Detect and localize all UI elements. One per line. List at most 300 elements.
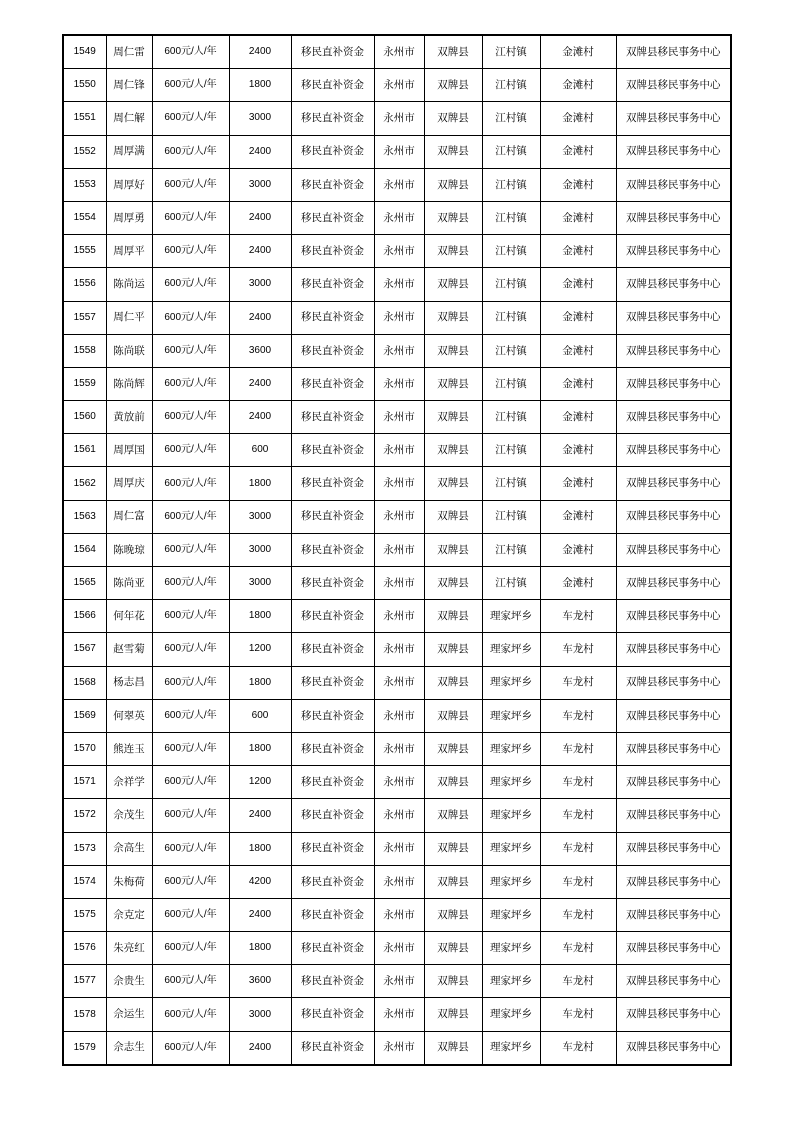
village-cell: 车龙村 [540,965,616,998]
table-row [63,998,731,1031]
village-cell: 车龙村 [540,898,616,931]
city-cell: 永州市 [374,600,424,633]
amount-cell: 3000 [229,567,291,600]
amount-cell: 2400 [229,235,291,268]
name-cell: 陈尚亚 [106,567,152,600]
name-cell: 佘高生 [106,832,152,865]
agency-cell: 双牌县移民事务中心 [616,367,731,400]
row-number-cell: 1559 [63,367,106,400]
village-cell: 车龙村 [540,766,616,799]
amount-cell: 1800 [229,600,291,633]
agency-cell: 双牌县移民事务中心 [616,766,731,799]
row-number-cell: 1562 [63,467,106,500]
standard-cell: 600元/人/年 [152,533,229,566]
county-cell: 双牌县 [424,732,482,765]
county-cell: 双牌县 [424,69,482,102]
name-cell: 佘贵生 [106,965,152,998]
fund-type-cell: 移民直补资金 [291,567,374,600]
city-cell: 永州市 [374,699,424,732]
standard-cell: 600元/人/年 [152,334,229,367]
row-number-cell: 1555 [63,235,106,268]
agency-cell: 双牌县移民事务中心 [616,268,731,301]
standard-cell: 600元/人/年 [152,699,229,732]
standard-cell: 600元/人/年 [152,932,229,965]
standard-cell: 600元/人/年 [152,235,229,268]
amount-cell: 4200 [229,865,291,898]
city-cell: 永州市 [374,732,424,765]
fund-type-cell: 移民直补资金 [291,865,374,898]
agency-cell: 双牌县移民事务中心 [616,168,731,201]
town-cell: 理家坪乡 [482,998,540,1031]
row-number-cell: 1549 [63,35,106,69]
name-cell: 周仁雷 [106,35,152,69]
fund-type-cell: 移民直补资金 [291,965,374,998]
town-cell: 江村镇 [482,533,540,566]
amount-cell: 1200 [229,766,291,799]
agency-cell: 双牌县移民事务中心 [616,998,731,1031]
city-cell: 永州市 [374,467,424,500]
row-number-cell: 1579 [63,1031,106,1065]
county-cell: 双牌县 [424,998,482,1031]
standard-cell: 600元/人/年 [152,998,229,1031]
fund-type-cell: 移民直补资金 [291,699,374,732]
amount-cell: 2400 [229,367,291,400]
name-cell: 陈晚琼 [106,533,152,566]
agency-cell: 双牌县移民事务中心 [616,201,731,234]
town-cell: 江村镇 [482,500,540,533]
table-row [63,401,731,434]
town-cell: 江村镇 [482,268,540,301]
name-cell: 佘祥学 [106,766,152,799]
village-cell: 金滩村 [540,434,616,467]
row-number-cell: 1563 [63,500,106,533]
city-cell: 永州市 [374,35,424,69]
fund-type-cell: 移民直补资金 [291,766,374,799]
table-row [63,1031,731,1065]
village-cell: 金滩村 [540,135,616,168]
row-number-cell: 1564 [63,533,106,566]
city-cell: 永州市 [374,666,424,699]
village-cell: 金滩村 [540,168,616,201]
county-cell: 双牌县 [424,301,482,334]
town-cell: 理家坪乡 [482,832,540,865]
name-cell: 周厚庆 [106,467,152,500]
table-row [63,865,731,898]
amount-cell: 3000 [229,998,291,1031]
table-row [63,699,731,732]
amount-cell: 1800 [229,832,291,865]
fund-type-cell: 移民直补资金 [291,135,374,168]
agency-cell: 双牌县移民事务中心 [616,235,731,268]
county-cell: 双牌县 [424,201,482,234]
village-cell: 金滩村 [540,367,616,400]
table-row [63,301,731,334]
row-number-cell: 1578 [63,998,106,1031]
amount-cell: 3000 [229,102,291,135]
standard-cell: 600元/人/年 [152,567,229,600]
village-cell: 金滩村 [540,567,616,600]
standard-cell: 600元/人/年 [152,401,229,434]
row-number-cell: 1567 [63,633,106,666]
village-cell: 车龙村 [540,799,616,832]
standard-cell: 600元/人/年 [152,35,229,69]
agency-cell: 双牌县移民事务中心 [616,799,731,832]
town-cell: 江村镇 [482,301,540,334]
name-cell: 周仁解 [106,102,152,135]
amount-cell: 600 [229,699,291,732]
agency-cell: 双牌县移民事务中心 [616,102,731,135]
fund-type-cell: 移民直补资金 [291,500,374,533]
row-number-cell: 1577 [63,965,106,998]
amount-cell: 2400 [229,35,291,69]
city-cell: 永州市 [374,799,424,832]
fund-type-cell: 移民直补资金 [291,666,374,699]
row-number-cell: 1553 [63,168,106,201]
town-cell: 理家坪乡 [482,766,540,799]
name-cell: 佘运生 [106,998,152,1031]
fund-type-cell: 移民直补资金 [291,69,374,102]
agency-cell: 双牌县移民事务中心 [616,401,731,434]
name-cell: 佘志生 [106,1031,152,1065]
amount-cell: 2400 [229,135,291,168]
amount-cell: 3600 [229,965,291,998]
table-row [63,732,731,765]
city-cell: 永州市 [374,766,424,799]
agency-cell: 双牌县移民事务中心 [616,832,731,865]
county-cell: 双牌县 [424,367,482,400]
agency-cell: 双牌县移民事务中心 [616,699,731,732]
name-cell: 杨志昌 [106,666,152,699]
standard-cell: 600元/人/年 [152,201,229,234]
fund-type-cell: 移民直补资金 [291,367,374,400]
standard-cell: 600元/人/年 [152,301,229,334]
amount-cell: 2400 [229,201,291,234]
amount-cell: 1800 [229,467,291,500]
town-cell: 江村镇 [482,235,540,268]
table-row [63,567,731,600]
row-number-cell: 1570 [63,732,106,765]
fund-type-cell: 移民直补资金 [291,932,374,965]
county-cell: 双牌县 [424,168,482,201]
county-cell: 双牌县 [424,533,482,566]
town-cell: 江村镇 [482,434,540,467]
amount-cell: 2400 [229,401,291,434]
town-cell: 江村镇 [482,168,540,201]
row-number-cell: 1565 [63,567,106,600]
town-cell: 江村镇 [482,401,540,434]
name-cell: 周厚国 [106,434,152,467]
standard-cell: 600元/人/年 [152,367,229,400]
standard-cell: 600元/人/年 [152,600,229,633]
fund-type-cell: 移民直补资金 [291,600,374,633]
county-cell: 双牌县 [424,567,482,600]
village-cell: 车龙村 [540,732,616,765]
agency-cell: 双牌县移民事务中心 [616,135,731,168]
county-cell: 双牌县 [424,699,482,732]
table-row [63,666,731,699]
village-cell: 金滩村 [540,401,616,434]
village-cell: 车龙村 [540,600,616,633]
city-cell: 永州市 [374,865,424,898]
county-cell: 双牌县 [424,401,482,434]
amount-cell: 1800 [229,69,291,102]
city-cell: 永州市 [374,1031,424,1065]
table-row [63,633,731,666]
name-cell: 朱梅荷 [106,865,152,898]
row-number-cell: 1552 [63,135,106,168]
table-row [63,898,731,931]
standard-cell: 600元/人/年 [152,434,229,467]
town-cell: 理家坪乡 [482,732,540,765]
fund-type-cell: 移民直补资金 [291,168,374,201]
county-cell: 双牌县 [424,932,482,965]
county-cell: 双牌县 [424,666,482,699]
agency-cell: 双牌县移民事务中心 [616,500,731,533]
fund-type-cell: 移民直补资金 [291,533,374,566]
town-cell: 江村镇 [482,567,540,600]
standard-cell: 600元/人/年 [152,135,229,168]
town-cell: 理家坪乡 [482,633,540,666]
row-number-cell: 1554 [63,201,106,234]
city-cell: 永州市 [374,965,424,998]
city-cell: 永州市 [374,201,424,234]
town-cell: 江村镇 [482,467,540,500]
table-row [63,69,731,102]
city-cell: 永州市 [374,334,424,367]
town-cell: 江村镇 [482,367,540,400]
county-cell: 双牌县 [424,467,482,500]
fund-type-cell: 移民直补资金 [291,898,374,931]
standard-cell: 600元/人/年 [152,865,229,898]
village-cell: 车龙村 [540,633,616,666]
village-cell: 金滩村 [540,201,616,234]
table-row [63,201,731,234]
name-cell: 周仁平 [106,301,152,334]
standard-cell: 600元/人/年 [152,799,229,832]
agency-cell: 双牌县移民事务中心 [616,301,731,334]
table-row [63,135,731,168]
agency-cell: 双牌县移民事务中心 [616,600,731,633]
agency-cell: 双牌县移民事务中心 [616,434,731,467]
name-cell: 陈尚运 [106,268,152,301]
agency-cell: 双牌县移民事务中心 [616,334,731,367]
village-cell: 金滩村 [540,268,616,301]
table-row [63,168,731,201]
town-cell: 理家坪乡 [482,865,540,898]
county-cell: 双牌县 [424,235,482,268]
name-cell: 何翠英 [106,699,152,732]
amount-cell: 2400 [229,799,291,832]
village-cell: 金滩村 [540,69,616,102]
table-row [63,102,731,135]
standard-cell: 600元/人/年 [152,766,229,799]
row-number-cell: 1568 [63,666,106,699]
city-cell: 永州市 [374,998,424,1031]
town-cell: 理家坪乡 [482,932,540,965]
city-cell: 永州市 [374,832,424,865]
county-cell: 双牌县 [424,35,482,69]
row-number-cell: 1569 [63,699,106,732]
table-row [63,268,731,301]
village-cell: 金滩村 [540,102,616,135]
county-cell: 双牌县 [424,500,482,533]
village-cell: 车龙村 [540,666,616,699]
standard-cell: 600元/人/年 [152,168,229,201]
standard-cell: 600元/人/年 [152,500,229,533]
county-cell: 双牌县 [424,334,482,367]
town-cell: 江村镇 [482,35,540,69]
fund-type-cell: 移民直补资金 [291,201,374,234]
name-cell: 周厚好 [106,168,152,201]
town-cell: 理家坪乡 [482,699,540,732]
amount-cell: 2400 [229,898,291,931]
city-cell: 永州市 [374,235,424,268]
city-cell: 永州市 [374,401,424,434]
fund-type-cell: 移民直补资金 [291,467,374,500]
table-row [63,799,731,832]
city-cell: 永州市 [374,301,424,334]
fund-type-cell: 移民直补资金 [291,1031,374,1065]
amount-cell: 1800 [229,666,291,699]
city-cell: 永州市 [374,102,424,135]
row-number-cell: 1561 [63,434,106,467]
table-row [63,766,731,799]
village-cell: 金滩村 [540,301,616,334]
standard-cell: 600元/人/年 [152,666,229,699]
county-cell: 双牌县 [424,832,482,865]
town-cell: 江村镇 [482,69,540,102]
county-cell: 双牌县 [424,965,482,998]
row-number-cell: 1550 [63,69,106,102]
row-number-cell: 1574 [63,865,106,898]
agency-cell: 双牌县移民事务中心 [616,567,731,600]
town-cell: 江村镇 [482,334,540,367]
table-row [63,434,731,467]
table-row [63,533,731,566]
table-row [63,600,731,633]
table-row [63,367,731,400]
table-row [63,965,731,998]
agency-cell: 双牌县移民事务中心 [616,898,731,931]
row-number-cell: 1572 [63,799,106,832]
row-number-cell: 1556 [63,268,106,301]
city-cell: 永州市 [374,932,424,965]
standard-cell: 600元/人/年 [152,1031,229,1065]
table-row [63,467,731,500]
village-cell: 车龙村 [540,998,616,1031]
fund-type-cell: 移民直补资金 [291,832,374,865]
subsidy-table [62,34,732,1066]
village-cell: 金滩村 [540,467,616,500]
village-cell: 金滩村 [540,533,616,566]
city-cell: 永州市 [374,533,424,566]
fund-type-cell: 移民直补资金 [291,732,374,765]
village-cell: 金滩村 [540,500,616,533]
fund-type-cell: 移民直补资金 [291,268,374,301]
name-cell: 赵雪菊 [106,633,152,666]
town-cell: 江村镇 [482,102,540,135]
village-cell: 金滩村 [540,334,616,367]
name-cell: 周厚勇 [106,201,152,234]
city-cell: 永州市 [374,500,424,533]
town-cell: 理家坪乡 [482,965,540,998]
row-number-cell: 1571 [63,766,106,799]
amount-cell: 600 [229,434,291,467]
row-number-cell: 1558 [63,334,106,367]
city-cell: 永州市 [374,898,424,931]
fund-type-cell: 移民直补资金 [291,998,374,1031]
amount-cell: 1200 [229,633,291,666]
table-row [63,235,731,268]
fund-type-cell: 移民直补资金 [291,799,374,832]
agency-cell: 双牌县移民事务中心 [616,865,731,898]
agency-cell: 双牌县移民事务中心 [616,965,731,998]
county-cell: 双牌县 [424,600,482,633]
fund-type-cell: 移民直补资金 [291,102,374,135]
city-cell: 永州市 [374,69,424,102]
row-number-cell: 1566 [63,600,106,633]
county-cell: 双牌县 [424,865,482,898]
amount-cell: 1800 [229,732,291,765]
town-cell: 理家坪乡 [482,799,540,832]
table-row [63,832,731,865]
city-cell: 永州市 [374,367,424,400]
table-body [63,35,731,1065]
town-cell: 理家坪乡 [482,898,540,931]
county-cell: 双牌县 [424,434,482,467]
standard-cell: 600元/人/年 [152,898,229,931]
amount-cell: 3000 [229,268,291,301]
name-cell: 周仁富 [106,500,152,533]
amount-cell: 3000 [229,500,291,533]
fund-type-cell: 移民直补资金 [291,334,374,367]
standard-cell: 600元/人/年 [152,965,229,998]
fund-type-cell: 移民直补资金 [291,301,374,334]
standard-cell: 600元/人/年 [152,268,229,301]
amount-cell: 3000 [229,168,291,201]
county-cell: 双牌县 [424,633,482,666]
town-cell: 理家坪乡 [482,666,540,699]
row-number-cell: 1551 [63,102,106,135]
fund-type-cell: 移民直补资金 [291,401,374,434]
row-number-cell: 1557 [63,301,106,334]
row-number-cell: 1575 [63,898,106,931]
village-cell: 金滩村 [540,35,616,69]
county-cell: 双牌县 [424,102,482,135]
standard-cell: 600元/人/年 [152,832,229,865]
town-cell: 理家坪乡 [482,600,540,633]
standard-cell: 600元/人/年 [152,467,229,500]
table-row [63,334,731,367]
agency-cell: 双牌县移民事务中心 [616,932,731,965]
city-cell: 永州市 [374,268,424,301]
row-number-cell: 1560 [63,401,106,434]
city-cell: 永州市 [374,168,424,201]
village-cell: 车龙村 [540,865,616,898]
county-cell: 双牌县 [424,799,482,832]
amount-cell: 2400 [229,1031,291,1065]
village-cell: 车龙村 [540,932,616,965]
town-cell: 江村镇 [482,135,540,168]
table-row [63,35,731,69]
standard-cell: 600元/人/年 [152,633,229,666]
agency-cell: 双牌县移民事务中心 [616,69,731,102]
name-cell: 佘克定 [106,898,152,931]
agency-cell: 双牌县移民事务中心 [616,467,731,500]
name-cell: 周仁锋 [106,69,152,102]
name-cell: 熊连玉 [106,732,152,765]
name-cell: 周厚满 [106,135,152,168]
